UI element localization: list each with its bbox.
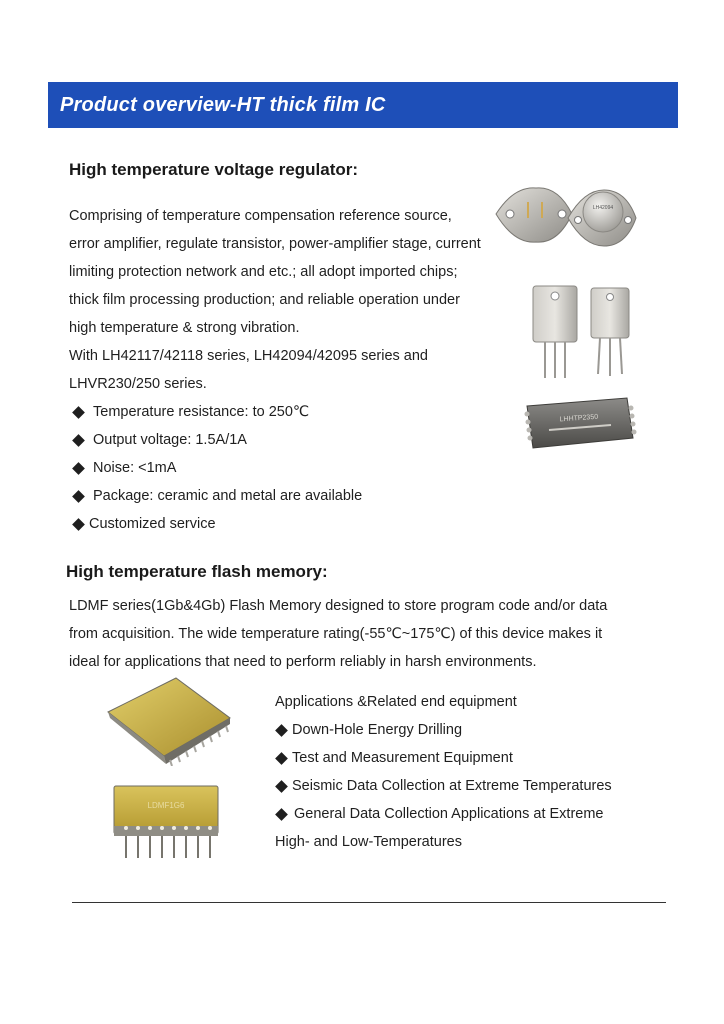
diamond-bullet-icon: [72, 462, 85, 475]
flash-chip-top-image: [104, 676, 234, 766]
feature-item: Output voltage: 1.5A/1A: [72, 426, 362, 454]
regulator-description: [69, 202, 519, 398]
flat-pack-label: LHHTP2350: [559, 413, 599, 424]
regulator-heading: High temperature voltage regulator:: [69, 160, 359, 179]
feature-item: Temperature resistance: to 250℃: [72, 398, 362, 426]
can-chip-label: LH42094: [592, 205, 614, 211]
regulator-line: Comprising of temperature compensation reference source,: [69, 208, 452, 224]
diamond-bullet-icon: [275, 752, 288, 765]
application-item: General Data Collection Applications at Extreme: [275, 800, 612, 828]
regulator-line: high temperature & strong vibration.: [69, 320, 300, 336]
regulator-line: LHVR230/250 series.: [69, 376, 207, 392]
diamond-bullet-icon: [275, 724, 288, 737]
application-item: Down-Hole Energy Drilling: [275, 716, 612, 744]
feature-item: Noise: <1mA: [72, 454, 362, 482]
diamond-bullet-icon: [72, 434, 85, 447]
flash-heading: High temperature flash memory:: [66, 562, 328, 581]
applications-list: [275, 716, 612, 828]
regulator-line: error amplifier, regulate transistor, power-amplifier stage, current: [69, 236, 481, 252]
flash-line: from acquisition. The wide temperature rating(-55℃~175℃) of this device makes it: [69, 626, 603, 642]
diamond-bullet-icon: [275, 808, 288, 821]
regulator-line: With LH42117/42118 series, LH42094/42095 series and: [69, 348, 428, 364]
diamond-bullet-icon: [275, 780, 288, 793]
footer-divider: [72, 902, 666, 903]
title-banner: [48, 82, 678, 128]
flash-chip-front-image: [112, 782, 220, 860]
application-item: Seismic Data Collection at Extreme Temperatures: [275, 772, 612, 800]
applications-continuation: High- and Low-Temperatures: [275, 834, 462, 850]
applications-title: Applications &Related end equipment: [275, 694, 517, 710]
to3-metal-can-image: [492, 182, 638, 250]
feature-item: Package: ceramic and metal are available: [72, 482, 362, 510]
flash-line: ideal for applications that need to perform reliably in harsh environments.: [69, 654, 537, 670]
regulator-line: thick film processing production; and reliable operation under: [69, 292, 460, 308]
flash-line: LDMF series(1Gb&4Gb) Flash Memory designed to store program code and/or data: [69, 598, 608, 614]
feature-item: Customized service: [72, 510, 362, 538]
regulator-line: limiting protection network and etc.; all adopt imported chips;: [69, 264, 458, 280]
flash-chip-label: LDMF1G6: [147, 801, 185, 810]
diamond-bullet-icon: [72, 406, 85, 419]
flat-pack-module-image: [521, 392, 637, 458]
page-title: Product overview-HT thick film IC: [60, 93, 386, 116]
diamond-bullet-icon: [72, 518, 85, 531]
to220-package-image: [525, 282, 635, 382]
flash-description: [69, 592, 669, 676]
application-item: Test and Measurement Equipment: [275, 744, 612, 772]
regulator-feature-list: [72, 398, 362, 538]
diamond-bullet-icon: [72, 490, 85, 503]
